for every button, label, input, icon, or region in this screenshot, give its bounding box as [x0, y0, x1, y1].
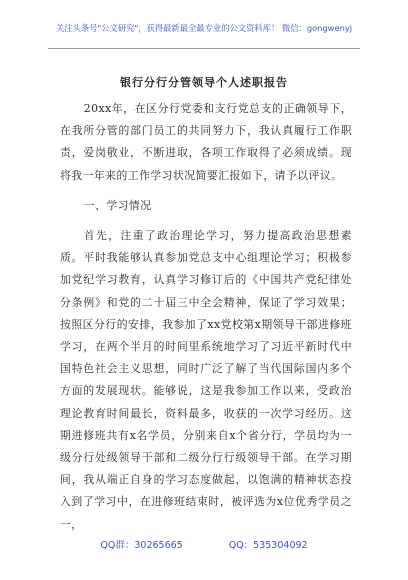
document-title: 银行分行分管领导个人述职报告	[120, 76, 288, 89]
footer-contact	[0, 537, 408, 551]
section-heading-study: 一、学习情况	[83, 198, 152, 212]
document-body	[60, 98, 352, 536]
paragraph-intro: 20xx年，在区分行党委和支行党总支的正确领导下，在我所分管的部门员工的共同努力下，我认真履行工作职责，爱岗敬业，不断进取，各项工作取得了必须成绩。现将我一年来的工作学习状况简要汇报如下，请予以评议。	[60, 102, 352, 182]
paragraph-study: 首先，注重了政治理论学习，努力提高政治思想素质。平时我能够认真参加党总支中心组理论学习；积极参加党纪学习教育，认真学习修订后的《中国共产党纪律处分条例》和党的二十届三中全会精神，保证了学习效果；按照区分行的安排，我参加了xx党校第x期领导干部进修班学习，在两个半月的时间里系统地学习了习近平新时代中国特色社会主义思想，同时广泛了解了当代国际国内多个方面的发展现状。能够说，这是我参加工作以来，受政治理论教育时间最长，资料最多，收获的一次学习经历。这期进修班共有x名学员，分别来自x个省分行，学员均为一级分行处级领导干部和二级分行行级领导干部。在学习期间，我从端正自身的学习态度做起，以饱满的精神状态投入到了学习中，在进修班结束时，被评选为x位优秀学员之一，	[60, 229, 352, 531]
footer-qq-group: QQ群：30265665	[100, 540, 183, 551]
header-note: 关注头条号"公文研究"，获得最新最全最专业的公文资料库！ 微信：gongwenyj	[55, 23, 353, 33]
footer-qq: QQ：535304092	[228, 540, 308, 551]
header-divider	[48, 48, 360, 49]
